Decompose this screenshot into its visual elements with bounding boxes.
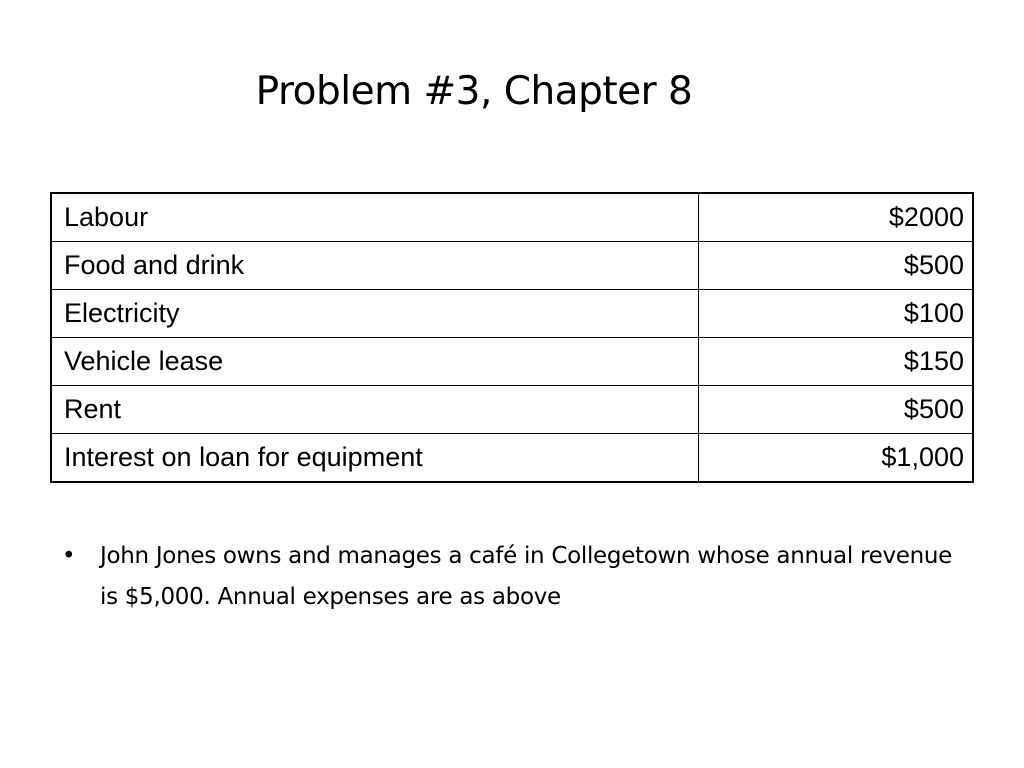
bullet-dot-icon: • — [62, 543, 76, 569]
expense-item-cell: Rent — [51, 386, 699, 434]
expense-item-cell: Interest on loan for equipment — [51, 434, 699, 483]
table-row — [51, 193, 973, 242]
expense-amount-cell: $150 — [699, 338, 974, 386]
expense-item-cell: Labour — [51, 193, 699, 242]
table-row — [51, 386, 973, 434]
expense-amount-cell: $1,000 — [699, 434, 974, 483]
expense-amount-cell: $500 — [699, 386, 974, 434]
expense-item-cell: Food and drink — [51, 242, 699, 290]
table-row — [51, 242, 973, 290]
bullet-text: John Jones owns and manages a café in Collegetown whose annual revenue is $5,000. Annual expenses are as above — [100, 543, 953, 610]
expense-item-cell: Electricity — [51, 290, 699, 338]
expense-amount-cell: $2000 — [699, 193, 974, 242]
bullet-list — [56, 536, 956, 618]
slide-title: Problem #3, Chapter 8 — [255, 69, 693, 114]
bullet-item — [56, 536, 956, 618]
expense-amount-cell: $100 — [699, 290, 974, 338]
table-row — [51, 434, 973, 483]
expense-item-cell: Vehicle lease — [51, 338, 699, 386]
table-row — [51, 290, 973, 338]
expense-table — [50, 192, 974, 483]
table-row — [51, 338, 973, 386]
expense-amount-cell: $500 — [699, 242, 974, 290]
